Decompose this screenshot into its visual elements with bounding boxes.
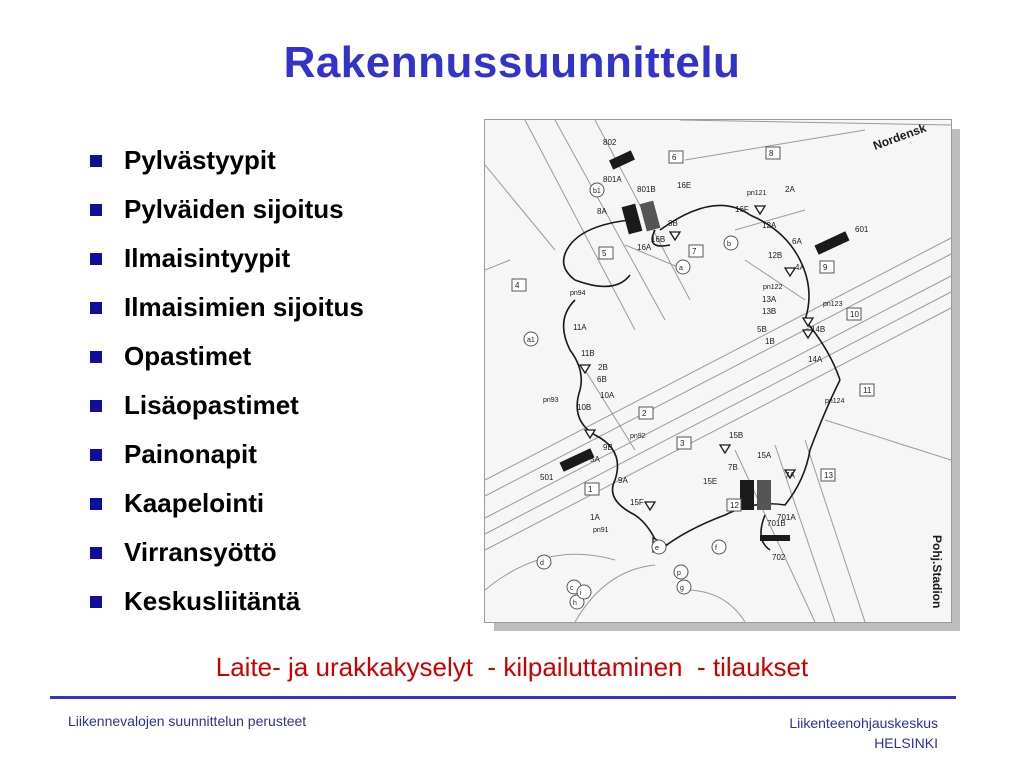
plan-label: 7B	[728, 463, 738, 472]
plan-label: 9A	[618, 476, 628, 485]
square-bullet-icon	[90, 351, 102, 363]
plan-label: pn122	[763, 284, 783, 291]
plan-label: 10A	[600, 391, 615, 400]
plan-label: 14A	[808, 355, 823, 364]
plan-label: c	[570, 585, 574, 592]
plan-label: 702	[772, 553, 786, 562]
plan-label: 801B	[637, 185, 656, 194]
plan-label: 4	[515, 281, 520, 290]
footer-left: Liikennevalojen suunnittelun perusteet	[68, 713, 307, 729]
bullet-text: Pylväiden sijoitus	[124, 194, 344, 224]
plan-label: 701A	[777, 513, 796, 522]
plan-label: 12A	[762, 221, 777, 230]
slide-title: Rakennussuunnittelu	[283, 38, 741, 87]
plan-label: 7A	[785, 471, 795, 480]
plan-label: g	[680, 585, 684, 592]
plan-label: 8	[769, 149, 774, 158]
bullet-item	[90, 479, 364, 528]
bullet-text: Kaapelointi	[124, 488, 265, 518]
plan-label: 1A	[590, 513, 600, 522]
plan-label: d	[540, 560, 544, 567]
plan-label: 801A	[603, 175, 622, 184]
plan-label: 15F	[630, 498, 644, 507]
bullet-item	[90, 577, 364, 626]
plan-label: 8A	[597, 207, 607, 216]
plan-label: 13B	[762, 307, 777, 316]
plan-label: 10B	[577, 403, 592, 412]
plan-label: 701B	[767, 519, 786, 528]
plan-label: 1B	[765, 337, 775, 346]
street-name-top: Nordensk	[871, 120, 929, 153]
plan-label: pn123	[823, 301, 843, 308]
bullet-item	[90, 185, 364, 234]
square-bullet-icon	[90, 253, 102, 265]
intersection-plan-drawing	[484, 119, 952, 623]
plan-label: 13	[824, 471, 833, 480]
plan-label: 6B	[597, 375, 607, 384]
plan-label: 9	[823, 263, 828, 272]
bullet-list	[90, 136, 364, 626]
bullet-item	[90, 332, 364, 381]
plan-label: 6A	[792, 237, 802, 246]
square-bullet-icon	[90, 400, 102, 412]
bullet-text: Opastimet	[124, 341, 252, 371]
plan-label: 3	[680, 439, 685, 448]
plan-label: 6	[672, 153, 677, 162]
plan-label: 12	[730, 501, 739, 510]
plan-label: 1	[588, 485, 593, 494]
square-bullet-icon	[90, 547, 102, 559]
plan-label: 11	[863, 386, 872, 395]
plan-label: 9B	[603, 443, 613, 452]
bullet-item	[90, 283, 364, 332]
plan-label: pn124	[825, 398, 845, 405]
plan-label: 15E	[703, 477, 718, 486]
bullet-item	[90, 136, 364, 185]
plan-label: 15A	[757, 451, 772, 460]
bullet-text: Virransyöttö	[124, 537, 277, 567]
footer-right-line1: Liikenteenohjauskeskus	[789, 715, 938, 731]
plan-label: 2	[642, 409, 647, 418]
plan-label: 601	[855, 225, 869, 234]
plan-label: 16B	[651, 235, 666, 244]
plan-label: 5B	[757, 325, 767, 334]
plan-label: i	[580, 590, 582, 597]
bullet-item	[90, 234, 364, 283]
plan-label: 5	[602, 249, 607, 258]
plan-label: p	[677, 570, 681, 577]
plan-label: 802	[603, 138, 617, 147]
plan-label: 12B	[768, 251, 783, 260]
bullet-item	[90, 430, 364, 479]
plan-label: e	[655, 545, 659, 552]
plan-label: pn93	[543, 397, 559, 404]
plan-label: 2A	[785, 185, 795, 194]
plan-label: 14B	[811, 325, 826, 334]
bullet-text: Painonapit	[124, 439, 257, 469]
plan-label: 11B	[581, 349, 595, 358]
plan-label: a1	[527, 337, 535, 344]
intersection-plan-svg	[485, 120, 951, 622]
square-bullet-icon	[90, 302, 102, 314]
plan-label: h	[573, 600, 577, 607]
plan-label: pn92	[630, 433, 646, 440]
plan-label: b1	[593, 188, 601, 195]
bullet-text: Keskusliitäntä	[124, 586, 301, 616]
plan-label: a	[679, 265, 683, 272]
plan-label: 5A	[590, 455, 600, 464]
bullet-text: Ilmaisintyypit	[124, 243, 291, 273]
subtitle-red: Laite- ja urakkakyselyt - kilpailuttaminen - tilaukset	[215, 652, 809, 682]
footer-divider	[50, 696, 956, 699]
footer-right	[789, 713, 938, 753]
plan-label: 16A	[637, 243, 652, 252]
plan-label: pn91	[593, 527, 609, 534]
plan-label: pn94	[570, 290, 586, 297]
plan-label: 2B	[598, 363, 608, 372]
bullet-text: Pylvästyypit	[124, 145, 276, 175]
plan-label: 501	[540, 473, 554, 482]
plan-label: 16F	[735, 205, 749, 214]
bullet-item	[90, 381, 364, 430]
plan-label: 13A	[762, 295, 777, 304]
plan-label: f	[715, 545, 717, 552]
plan-label: 7	[692, 247, 697, 256]
plan-label: b	[727, 241, 731, 248]
square-bullet-icon	[90, 155, 102, 167]
square-bullet-icon	[90, 204, 102, 216]
bullet-item	[90, 528, 364, 577]
footer-right-line2: HELSINKI	[874, 735, 938, 751]
plan-label: 10	[850, 310, 859, 319]
bullet-text: Lisäopastimet	[124, 390, 299, 420]
square-bullet-icon	[90, 498, 102, 510]
plan-label: pn121	[747, 190, 767, 197]
street-name-right: Pohj.Stadion	[930, 535, 944, 609]
plan-label: 8B	[668, 219, 678, 228]
bullet-text: Ilmaisimien sijoitus	[124, 292, 364, 322]
square-bullet-icon	[90, 449, 102, 461]
plan-label: 16E	[677, 181, 692, 190]
plan-label: 15B	[729, 431, 744, 440]
plan-label: 4A	[795, 263, 805, 272]
plan-label: 11A	[573, 323, 587, 332]
square-bullet-icon	[90, 596, 102, 608]
